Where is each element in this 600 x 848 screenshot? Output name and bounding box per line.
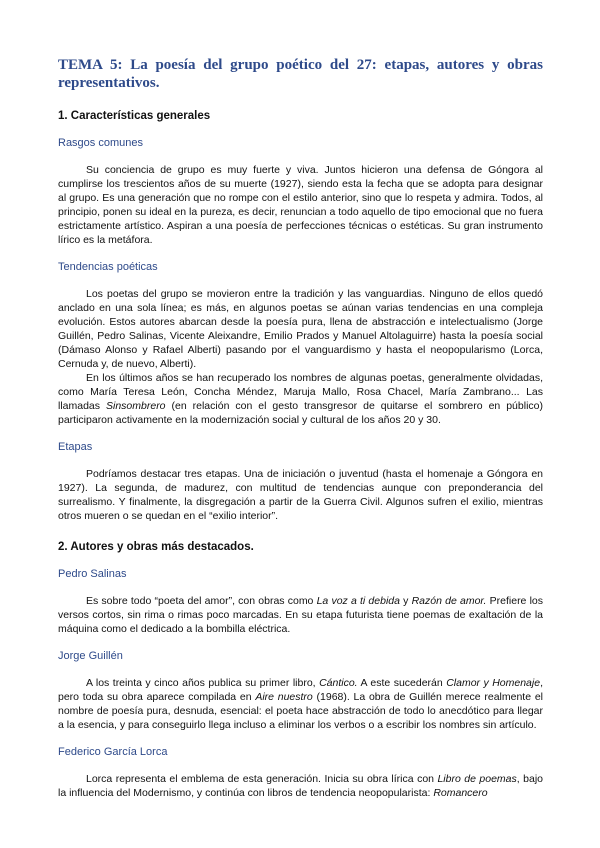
work-title: La voz a ti debida [316, 595, 400, 607]
page-title: TEMA 5: La poesía del grupo poético del 27: etapas, autores y obras representativos. [58, 57, 543, 91]
subheading-pedro-salinas: Pedro Salinas [58, 568, 127, 580]
paragraph: Lorca representa el emblema de esta generación. Inicia su obra lírica con Libro de poemas, bajo la influencia del Modernismo, y continúa con libros de tendencia neopopularista: Romancero [58, 773, 544, 799]
subheading-garcia-lorca: Federico García Lorca [58, 746, 168, 758]
work-title: Sinsombrero [106, 400, 166, 412]
section-heading-caracteristicas: 1. Características generales [58, 110, 211, 122]
paragraph: Es sobre todo “poeta del amor”, con obras como La voz a ti debida y Razón de amor. Prefiere los versos cortos, sin rima o rimas poco marcadas. En su etapa futurista tiene poemas de exaltación de la máquina como el dedicado a la bombilla eléctrica. [58, 595, 544, 635]
paragraph: Podríamos destacar tres etapas. Una de iniciación o juventud (hasta el homenaje a Góngora en 1927). La segunda, de madurez, con multitud de tendencias aunque con preponderancia del surrealismo. Y finalmente, la disgregación a partir de la Guerra Civil. Algunos sufren el exilio, mientras otros mueren o se quedan en el “exilio interior”. [58, 468, 543, 522]
paragraph: En los últimos años se han recuperado los nombres de algunas poetas, generalmente olvidadas, como María Teresa León, Concha Méndez, Maruja Mallo, Rosa Chacel, María Zambrano... Las llamadas Sinsombrero (en relación con el gesto transgresor de quitarse el sombrero en público) participaron activamente en la modernización social y cultural de los años 20 y 30. [58, 372, 543, 426]
work-title: Cántico. [319, 677, 358, 689]
work-title: Romancero [433, 787, 488, 799]
subheading-tendencias: Tendencias poéticas [58, 261, 158, 273]
subheading-etapas: Etapas [58, 441, 93, 453]
paragraph: Los poetas del grupo se movieron entre la tradición y las vanguardias. Ninguno de ellos quedó anclado en una sola línea; es más, en algunos poetas se aúnan varias tendencias en una compleja evolución. Estos autores abarcan desde la poesía pura, llena de abstracción e intelectualismo (Jorge Guillén, Pedro Salinas, Vicente Aleixandre, Emilio Prados y Manuel Altolaguirre) hasta la poesía social (Dámaso Alonso y Rafael Alberti) pasando por el vanguardismo y hasta el neopopularismo (Lorca, Cernuda y, de nuevo, Alberti). [58, 288, 543, 370]
paragraph: A los treinta y cinco años publica su primer libro, Cántico. A este sucederán Clamor y Homenaje, pero toda su obra aparece compilada en Aire nuestro (1968). La obra de Guillén merece realmente el nombre de poesía pura, desnuda, esencial: el poeta hace abstracción de todo lo anecdótico para llegar a la esencia, y para conseguirlo llega incluso a eliminar los verbos o a escribir los nombres sin artículo. [58, 677, 543, 731]
work-title: Aire nuestro [255, 691, 313, 703]
work-title: Clamor y Homenaje [446, 677, 541, 689]
section-heading-autores: 2. Autores y obras más destacados. [58, 541, 254, 553]
work-title: Razón de amor. [411, 595, 487, 607]
subheading-rasgos-comunes: Rasgos comunes [58, 137, 143, 149]
paragraph: Su conciencia de grupo es muy fuerte y viva. Juntos hicieron una defensa de Góngora al cumplirse los trescientos años de su muerte (1927), siendo esta la fecha que se adopta para designar al grupo. Es una generación que no rompe con el estilo anterior, sino que lo respeta y admira. Todos, al principio, ponen su ideal en la pureza, es decir, renuncian a todo aquello de tipo emocional que no fuera estrictamente artístico. Aspiran a una poesía de perfecciones técnicas o estéticas. Su gran instrumento lírico es la metáfora. [58, 164, 543, 246]
work-title: Libro de poemas [437, 773, 517, 785]
subheading-jorge-guillen: Jorge Guillén [58, 650, 123, 662]
